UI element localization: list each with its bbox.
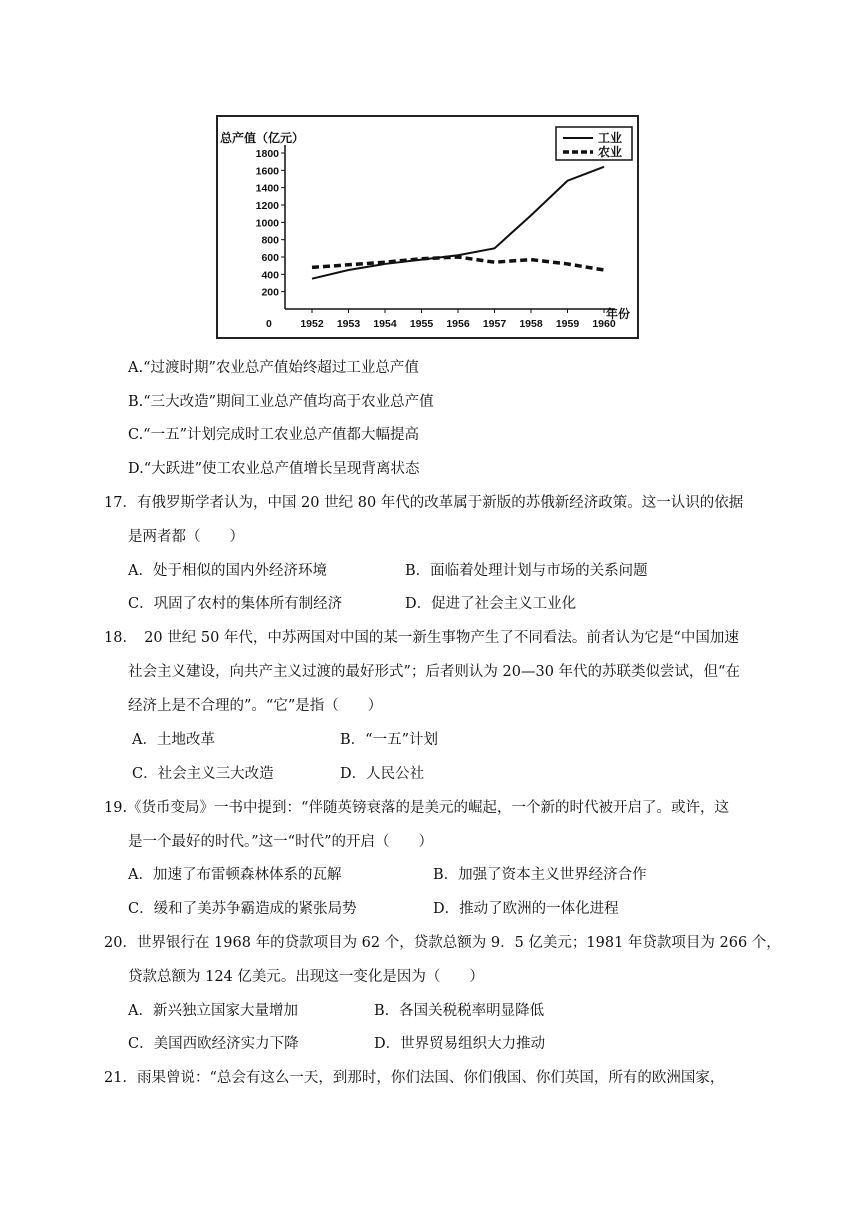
line-chart: [216, 115, 639, 339]
x-tick-label: 1957: [482, 318, 507, 330]
y-axis-label: 总产值（亿元）: [220, 131, 305, 145]
x-tick-label: 1958: [519, 318, 543, 330]
q19-stem-line1: 19.《货币变局》一书中提到：“伴随英镑衰落的是美元的崛起，一个新的时代被开启了。或许，这: [104, 800, 729, 816]
y-tick-label: 800: [261, 234, 279, 247]
x-tick-label: 1960: [592, 318, 616, 330]
x-axis-label: 年份: [606, 307, 631, 321]
legend-label-industry: 工业: [598, 131, 623, 145]
q20-stem-line2: 贷款总额为 124 亿美元。出现这一变化是因为（ ）: [128, 969, 484, 985]
y-tick-label: 1600: [255, 165, 279, 178]
chart-svg: [218, 117, 637, 337]
q19-option-b: B．加强了资本主义世界经济合作: [433, 867, 647, 883]
x-tick-label: 1953: [336, 318, 361, 330]
q20-stem-line1: 20．世界银行在 1968 年的贷款项目为 62 个，贷款总额为 9．5 亿美元；1981 年贷款项目为 266 个，: [104, 935, 781, 951]
q17-option-d: D．促进了社会主义工业化: [405, 596, 577, 612]
x-tick-label: 1959: [555, 318, 580, 330]
x-tick-label: 1952: [300, 318, 324, 330]
q20-option-b: B．各国关税税率明显降低: [374, 1003, 545, 1019]
q17-option-a: A．处于相似的国内外经济环境: [128, 563, 327, 579]
x-tick-label: 1955: [409, 318, 434, 330]
y-tick-label: 1200: [255, 200, 279, 212]
q21-stem-line1: 21．雨果曾说：“总会有这么一天，到那时，你们法国、你们俄国、你们英国，所有的欧洲国家，: [104, 1070, 725, 1086]
q16-option-d: D.“大跃进”使工农业总产值增长呈现背离状态: [128, 461, 420, 477]
q20-option-c: C．美国西欧经济实力下降: [128, 1036, 299, 1052]
y-tick-label: 600: [261, 252, 279, 264]
legend-label-agriculture: 农业: [598, 145, 623, 159]
q16-option-a: A.“过渡时期”农业总产值始终超过工业总产值: [128, 360, 419, 376]
q17-stem-line1: 17．有俄罗斯学者认为，中国 20 世纪 80 年代的改革属于新版的苏俄新经济政策。这一认识的依据: [104, 495, 744, 511]
y-tick-label: 0: [266, 318, 272, 330]
q17-option-c: C．巩固了农村的集体所有制经济: [128, 596, 343, 612]
q19-option-d: D．推动了欧洲的一体化进程: [433, 901, 619, 917]
q18-stem-line3: 经济上是不合理的”。“它”是指（ ）: [128, 698, 383, 714]
q19-option-c: C．缓和了美苏争霸造成的紧张局势: [128, 901, 357, 917]
q19-stem-line2: 是一个最好的时代。”这一“时代”的开启（ ）: [128, 834, 433, 850]
y-tick-label: 1400: [255, 182, 279, 195]
q18-option-b: B．“一五”计划: [340, 732, 438, 748]
q18-stem-line2: 社会主义建设，向共产主义过渡的最好形式”；后者则认为 20—30 年代的苏联类似尝试，但“在: [128, 664, 740, 680]
q20-option-d: D．世界贸易组织大力推动: [374, 1036, 546, 1052]
y-tick-label: 200: [261, 286, 279, 299]
x-tick-label: 1954: [373, 318, 397, 330]
q19-option-a: A．加速了布雷顿森林体系的瓦解: [128, 867, 342, 883]
q16-option-c: C.“一五”计划完成时工农业总产值都大幅提高: [128, 427, 420, 443]
q18-option-a: A．土地改革: [132, 732, 215, 748]
q17-stem-line2: 是两者都（ ）: [128, 529, 244, 545]
q18-option-c: C．社会主义三大改造: [132, 766, 274, 782]
series-line-industry: [312, 167, 604, 279]
x-tick-label: 1956: [446, 318, 470, 330]
q18-stem-line1: 18． 20 世纪 50 年代，中苏两国对中国的某一新生事物产生了不同看法。前者认为它是“中国加速: [104, 630, 739, 646]
q16-option-b: B.“三大改造”期间工业总产值均高于农业总产值: [128, 394, 434, 410]
y-tick-label: 1000: [255, 217, 279, 230]
q18-option-d: D．人民公社: [340, 766, 425, 782]
q20-option-a: A．新兴独立国家大量增加: [128, 1003, 298, 1019]
y-tick-label: 1800: [255, 148, 279, 160]
y-tick-label: 400: [261, 269, 279, 282]
q17-option-b: B．面临着处理计划与市场的关系问题: [405, 563, 648, 579]
